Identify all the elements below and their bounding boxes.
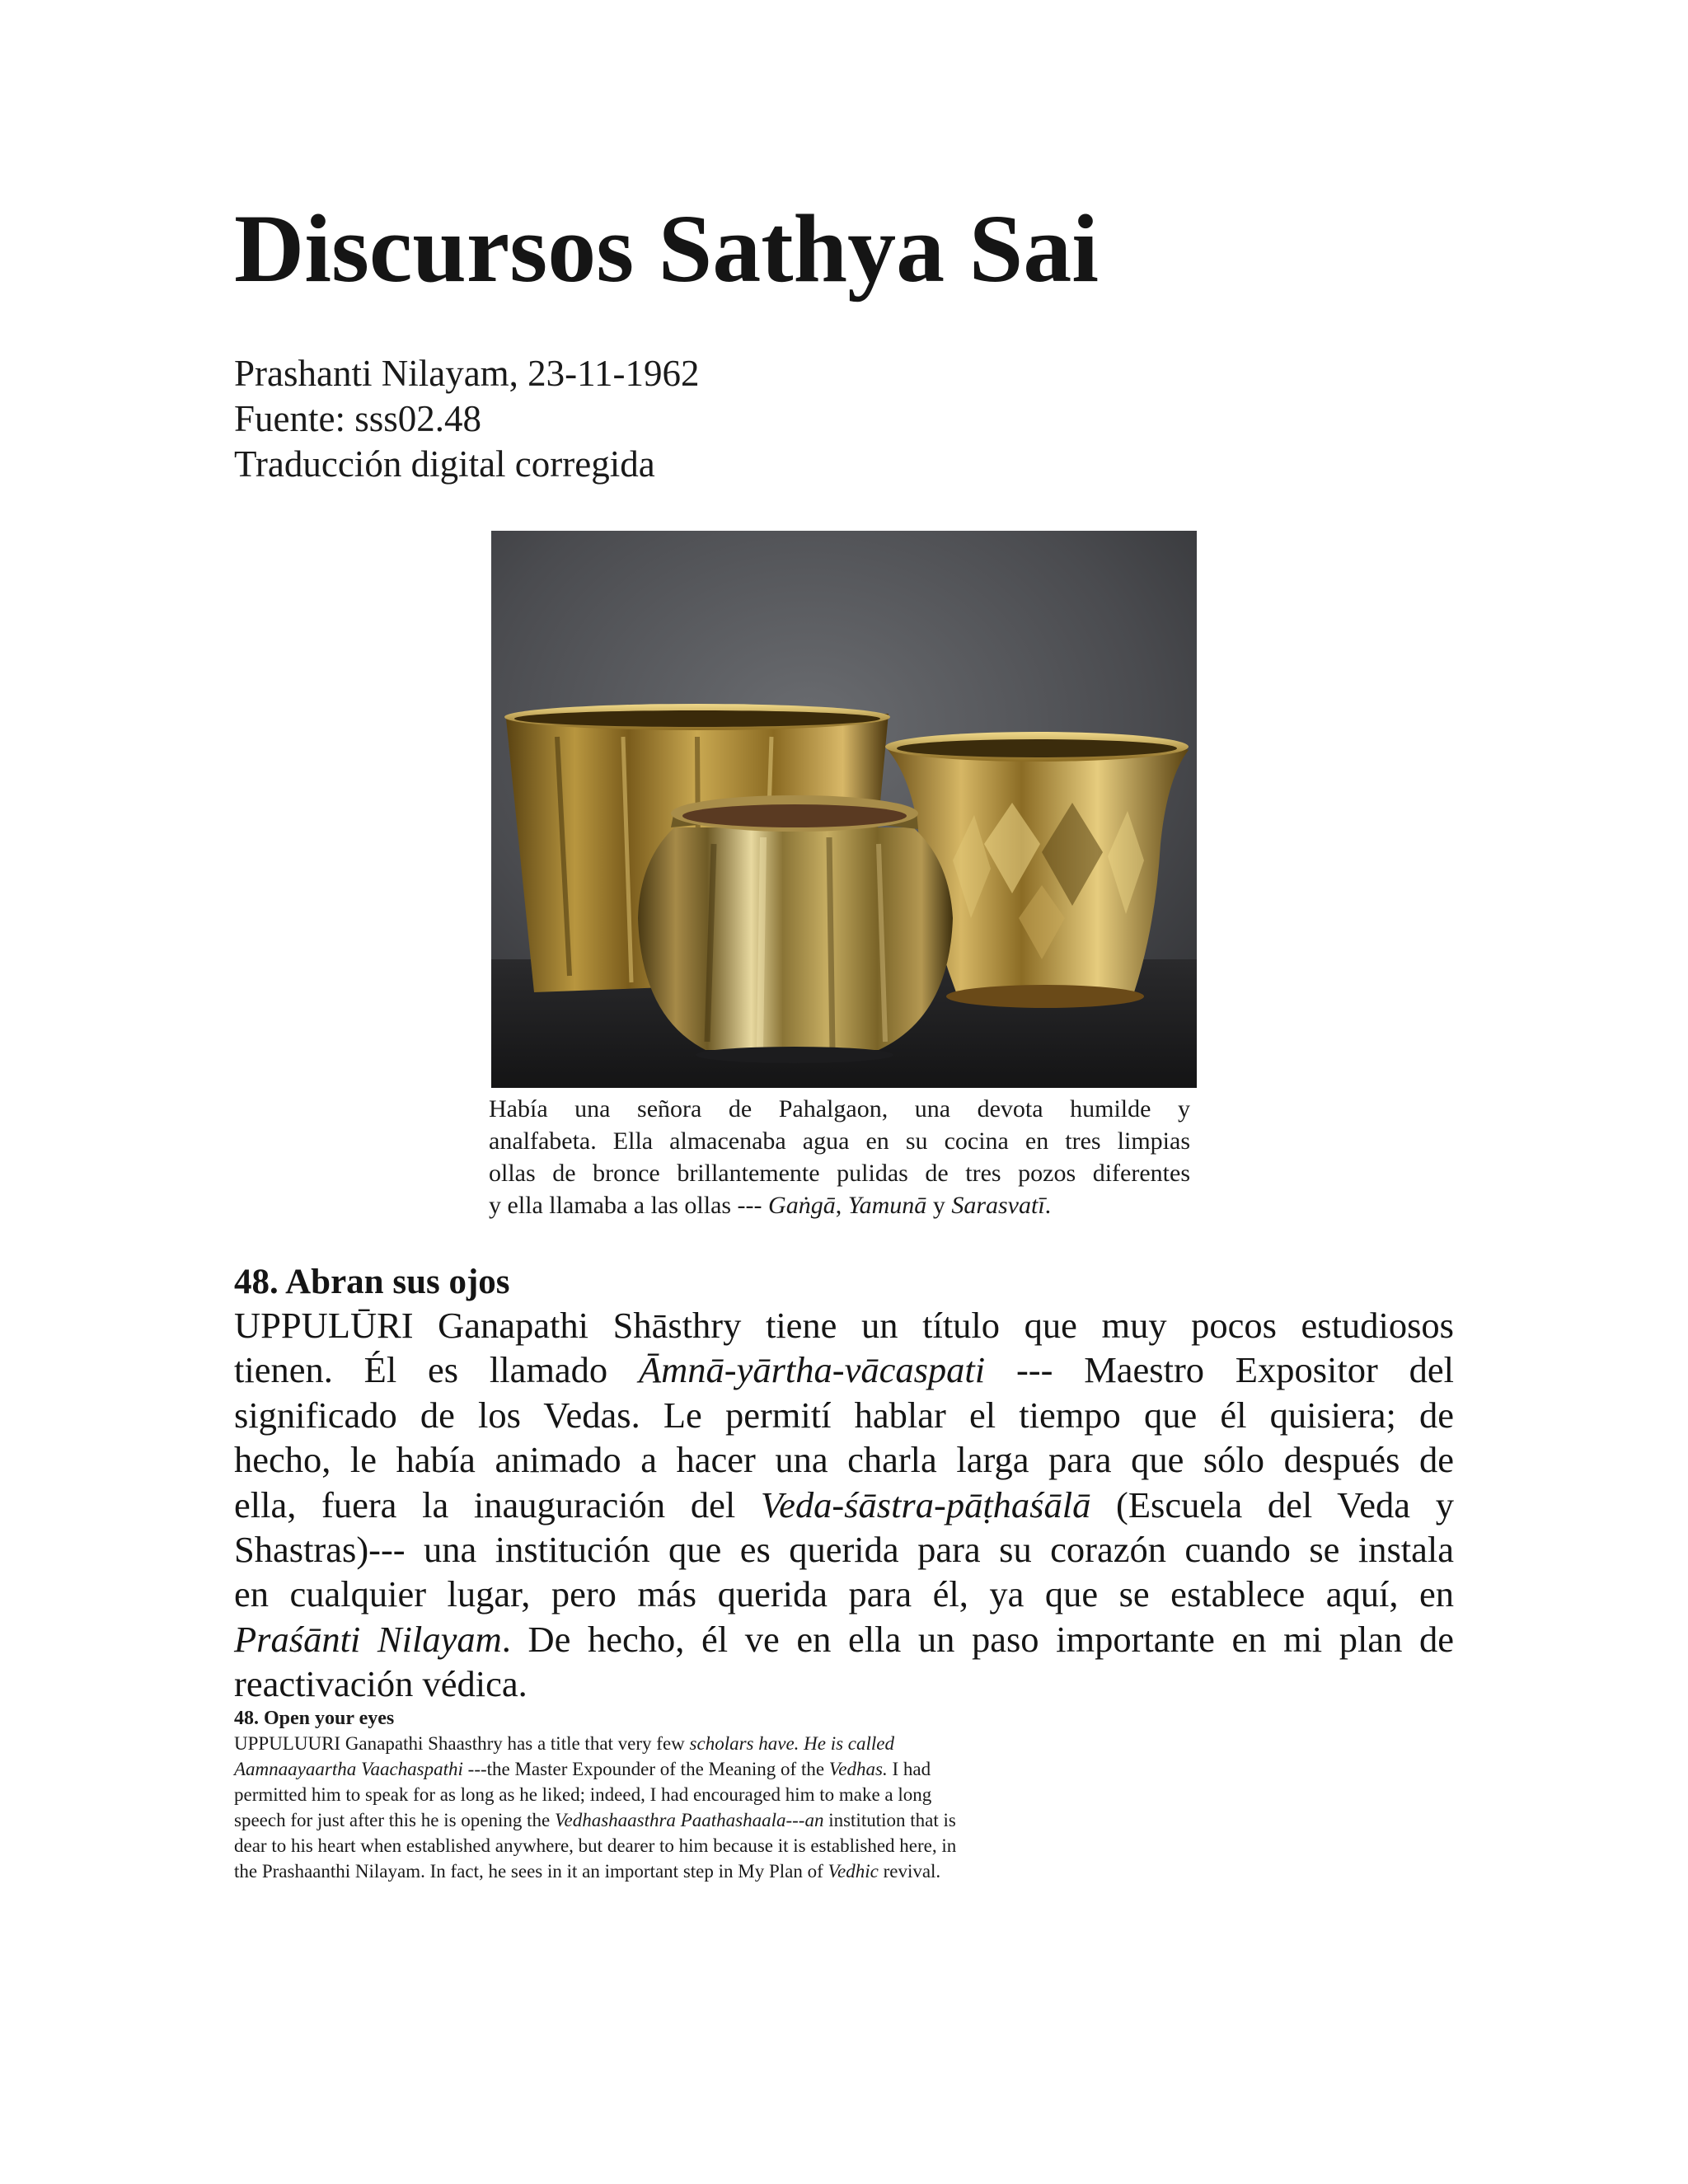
page-title: Discursos Sathya Sai — [234, 194, 1100, 302]
caption-text: y ella llamaba a las ollas --- — [489, 1192, 769, 1219]
caption-separator: y — [926, 1192, 952, 1219]
photo-caption — [489, 1093, 1190, 1221]
text-run: significado de los Vedas. Le permití hablar el tiempo que él quisiera; de — [234, 1394, 1454, 1436]
text-run: speech for just after this he is opening the — [234, 1810, 555, 1830]
english-paragraph — [234, 1731, 1100, 1884]
italic-term: Vedhas. — [828, 1759, 888, 1779]
text-line — [234, 1527, 1454, 1572]
text-run: (Escuela del Veda y — [1090, 1483, 1454, 1526]
text-run: UPPULŪRI Ganapathi Shāsthry tiene un título que muy pocos estudiosos — [234, 1305, 1454, 1346]
text-run: . De hecho, él ve en ella un paso importante en mi plan de — [501, 1618, 1454, 1660]
italic-term: Aamnaayaartha Vaachaspathi — [234, 1759, 463, 1779]
text-run: ---the Master Expounder of the Meaning of the — [462, 1759, 829, 1779]
brass-pots-photo — [491, 531, 1197, 1088]
text-line — [234, 1617, 1454, 1661]
italic-term: Praśānti Nilayam — [234, 1618, 502, 1660]
text-line — [234, 1807, 1100, 1833]
document-meta — [234, 351, 699, 487]
text-line — [234, 1756, 1100, 1782]
italic-term: Vedhic — [828, 1861, 879, 1882]
caption-name-yamuna: Yamunā — [847, 1192, 927, 1219]
text-run: permitted him to speak for as long as he liked; indeed, I had encouraged him to make a long — [234, 1784, 932, 1805]
text-line — [234, 1833, 1100, 1858]
caption-line: ollas de bronce brillantemente pulidas de tres pozos diferentes — [489, 1160, 1190, 1187]
italic-term: Vedhashaasthra Paathashaala---an — [554, 1810, 824, 1830]
text-run: the Prashaanthi Nilayam. In fact, he sees in it an important step in My Plan of — [234, 1861, 828, 1882]
caption-line: Había una señora de Pahalgaon, una devota humilde y — [489, 1095, 1190, 1122]
text-line — [234, 1661, 1454, 1706]
italic-term: scholars have. He is called — [689, 1733, 895, 1754]
text-line — [234, 1782, 1100, 1807]
caption-line — [489, 1189, 1190, 1221]
text-run: en cualquier lugar, pero más querida para él, ya que se establece aquí, en — [234, 1573, 1454, 1615]
text-line — [234, 1347, 1454, 1392]
text-run: reactivación védica. — [234, 1663, 528, 1705]
text-line — [234, 1731, 1100, 1756]
text-line — [234, 1858, 1100, 1884]
source-reference: Fuente: sss02.48 — [234, 398, 482, 439]
text-run: tienen. Él es llamado — [234, 1349, 639, 1391]
section-heading: 48. Abran sus ojos — [234, 1263, 510, 1301]
caption-end: . — [1044, 1192, 1052, 1219]
body-paragraph — [234, 1303, 1454, 1707]
text-run: revival. — [878, 1861, 941, 1882]
place-date: Prashanti Nilayam, 23-11-1962 — [234, 353, 700, 394]
text-run: --- Maestro Expositor del — [985, 1349, 1454, 1391]
italic-term: Āmnā-yārtha-vācaspati — [638, 1349, 986, 1391]
text-run: institution that is — [823, 1810, 956, 1830]
translation-note: Traducción digital corregida — [234, 443, 655, 485]
english-heading: 48. Open your eyes — [234, 1708, 395, 1729]
text-line — [234, 1483, 1454, 1527]
text-run: dear to his heart when established anywhere, but dearer to him because it is established here, in — [234, 1835, 957, 1856]
italic-term: Veda-śāstra-pāṭhaśālā — [760, 1483, 1091, 1526]
text-run: UPPULUURI Ganapathi Shaasthry has a title that very few — [234, 1733, 690, 1754]
caption-line: analfabeta. Ella almacenaba agua en su cocina en tres limpias — [489, 1127, 1190, 1155]
text-run: ella, fuera la inauguración del — [234, 1483, 761, 1526]
text-line — [234, 1572, 1454, 1616]
text-run: hecho, le había animado a hacer una charla larga para que sólo después de — [234, 1439, 1454, 1481]
text-run: Shastras)--- una institución que es querida para su corazón cuando se instala — [234, 1529, 1454, 1571]
text-line — [234, 1437, 1454, 1482]
caption-name-ganga: Gaṅgā — [768, 1192, 836, 1219]
caption-separator: , — [835, 1192, 848, 1219]
brass-pots-illustration — [491, 531, 1197, 1088]
caption-name-sarasvati: Sarasvatī — [951, 1192, 1045, 1219]
text-line — [234, 1303, 1454, 1347]
text-line — [234, 1393, 1454, 1437]
text-run: I had — [887, 1759, 931, 1779]
